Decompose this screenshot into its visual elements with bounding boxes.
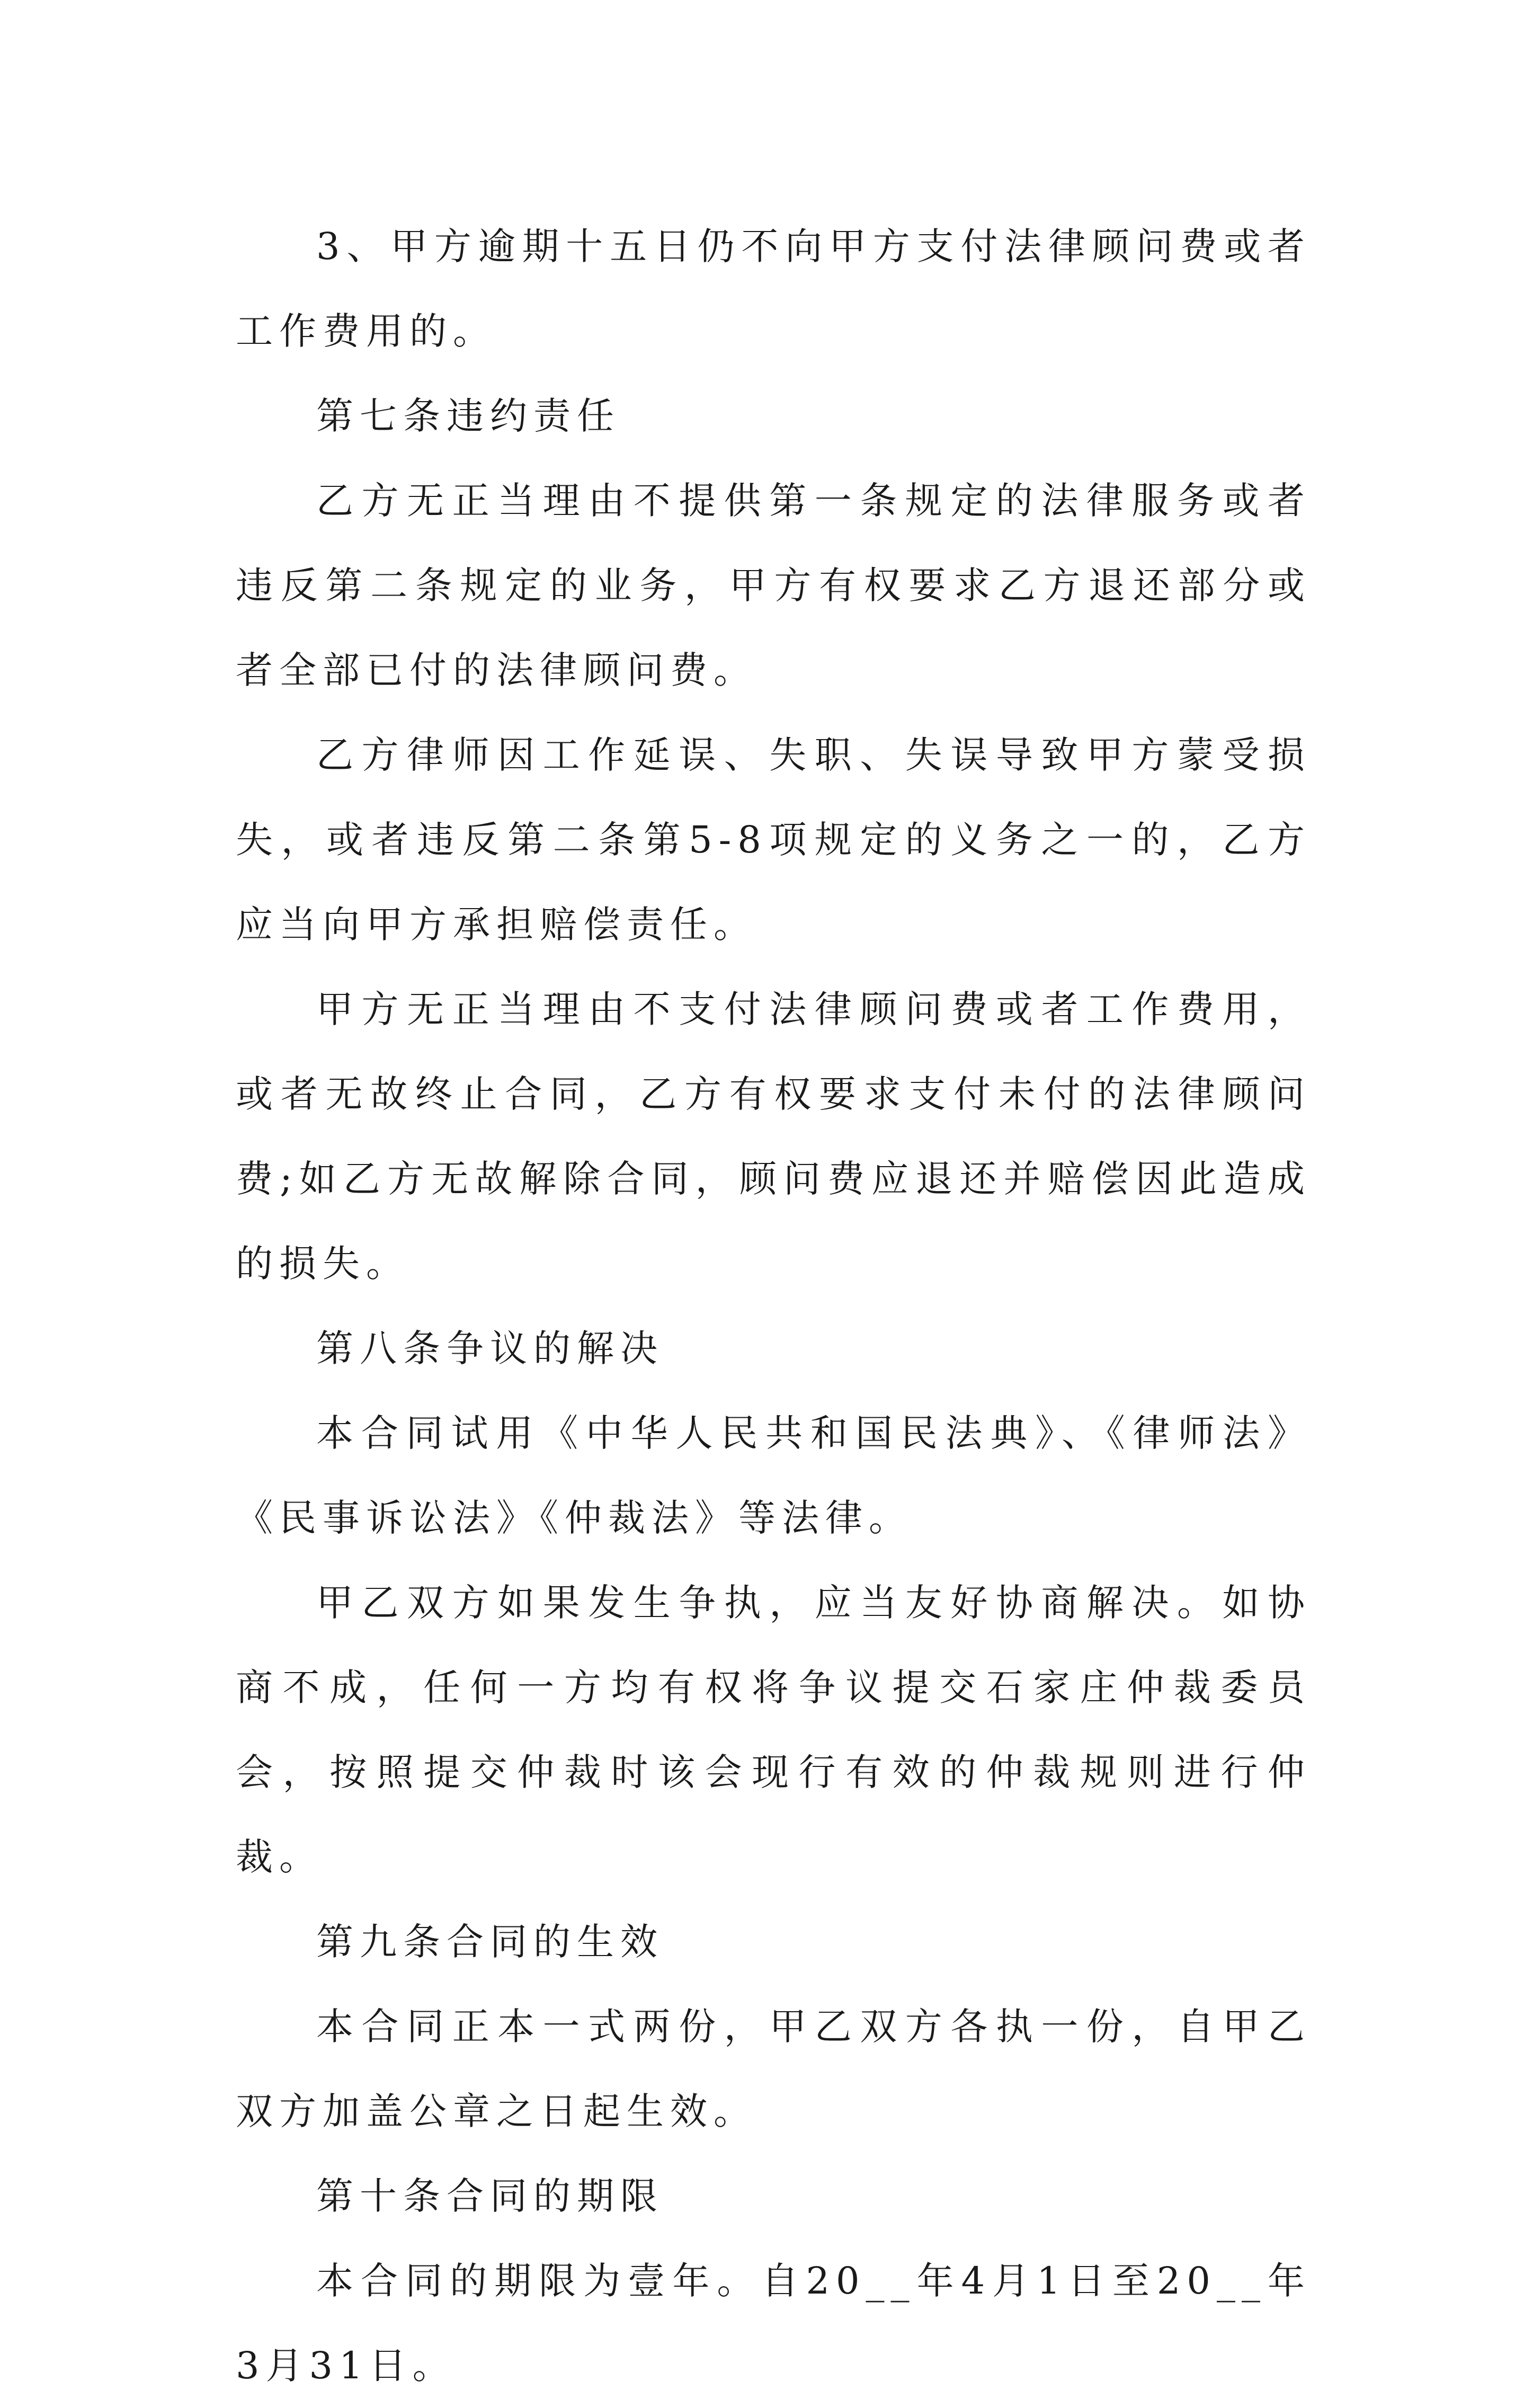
heading-article-9: 第九条合同的生效 — [316, 1920, 664, 1963]
heading-article-10: 第十条合同的期限 — [316, 2174, 664, 2218]
paragraph-article-7-3: 甲方无正当理由不支付法律顾问费或者工作费用，或者无故终止合同，乙方有权要求支付未付的法律顾问费;如乙方无故解除合同，顾问费应退还并赔偿因此造成的损失。 — [236, 988, 1311, 1285]
document-body — [236, 204, 1311, 2408]
heading-article-8: 第八条争议的解决 — [316, 1327, 664, 1370]
paragraph-article-8-2: 甲乙双方如果发生争执，应当友好协商解决。如协商不成，任何一方均有权将争议提交石家庄仲裁委员会，按照提交仲裁时该会现行有效的仲裁规则进行仲裁。 — [236, 1581, 1311, 1879]
paragraph-article-8-1: 本合同试用《中华人民共和国民法典》、《律师法》《民事诉讼法》《仲裁法》等法律。 — [236, 1411, 1311, 1540]
heading-article-7: 第七条违约责任 — [316, 394, 620, 438]
paragraph-clause-6-item-3: 3、甲方逾期十五日仍不向甲方支付法律顾问费或者工作费用的。 — [236, 225, 1311, 353]
paragraph-article-10-1: 本合同的期限为壹年。自20__年4月1日至20__年3月31日。 — [236, 2259, 1311, 2387]
paragraph-article-7-2: 乙方律师因工作延误、失职、失误导致甲方蒙受损失，或者违反第二条第5-8项规定的义务之一的，乙方应当向甲方承担赔偿责任。 — [236, 733, 1311, 946]
paragraph-article-7-1: 乙方无正当理由不提供第一条规定的法律服务或者违反第二条规定的业务，甲方有权要求乙方退还部分或者全部已付的法律顾问费。 — [236, 479, 1311, 692]
paragraph-article-9-1: 本合同正本一式两份，甲乙双方各执一份，自甲乙双方加盖公章之日起生效。 — [236, 2005, 1311, 2133]
